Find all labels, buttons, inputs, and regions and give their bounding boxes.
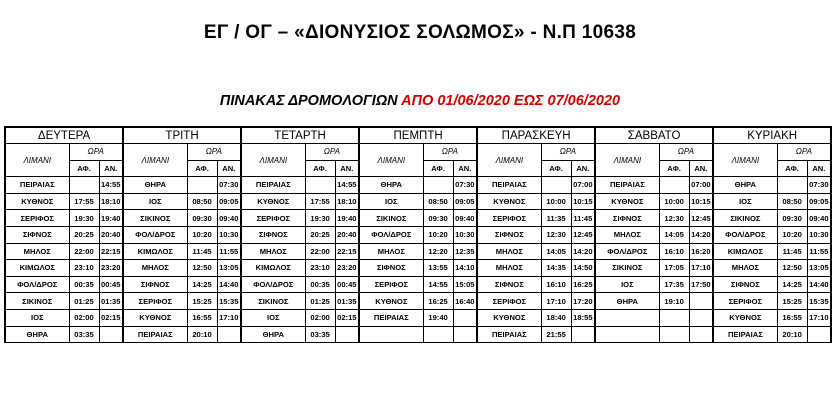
arrival-time-cell: 14:25 [187,276,217,293]
arrival-time-cell: 16:55 [777,309,807,326]
port-cell: ΚΙΜΩΛΟΣ [5,260,69,277]
arrival-time-cell: 02:00 [305,309,335,326]
arrival-time-cell: 17:55 [69,193,99,210]
arrival-column-header: ΑΦ. [305,160,335,177]
arrival-time-cell: 19:30 [305,210,335,227]
port-column-header: ΛΙΜΑΝΙ [241,144,305,177]
port-cell: ΜΗΛΟΣ [595,226,659,243]
departure-time-cell: 20:40 [99,226,123,243]
arrival-time-cell: 11:45 [777,243,807,260]
arrival-time-cell: 16:10 [659,243,689,260]
departure-time-cell: 19:40 [335,210,359,227]
departure-time-cell: 14:20 [571,243,595,260]
port-cell: ΦΟΛ/ΔΡΟΣ [5,276,69,293]
arrival-time-cell: 00:35 [69,276,99,293]
departure-time-cell: 23:20 [99,260,123,277]
day-header: ΠΕΜΠΤΗ [359,127,477,144]
arrival-time-cell: 16:25 [423,293,453,310]
arrival-time-cell: 12:50 [777,260,807,277]
port-cell: ΣΙΚΙΝΟΣ [5,293,69,310]
arrival-time-cell: 11:45 [187,243,217,260]
departure-time-cell: 02:15 [335,309,359,326]
departure-time-cell: 17:50 [689,276,713,293]
port-cell: ΣΙΚΙΝΟΣ [713,210,777,227]
port-cell: ΣΙΦΝΟΣ [595,210,659,227]
port-cell: ΚΥΘΝΟΣ [5,193,69,210]
port-cell: ΠΕΙΡΑΙΑΣ [713,326,777,343]
departure-time-cell: 13:05 [807,260,831,277]
day-header: ΤΡΙΤΗ [123,127,241,144]
arrival-time-cell: 15:25 [777,293,807,310]
arrival-time-cell: 14:05 [541,243,571,260]
port-cell: ΙΟΣ [595,276,659,293]
table-row [5,293,831,310]
document-title: ΕΓ / ΟΓ – «ΔΙΟΝΥΣΙΟΣ ΣΟΛΩΜΟΣ» - Ν.Π 10638 [203,22,637,43]
table-row [5,326,831,343]
arrival-time-cell: 12:20 [423,243,453,260]
port-cell: ΠΕΙΡΑΙΑΣ [477,326,541,343]
departure-time-cell: 02:15 [99,309,123,326]
arrival-time-cell: 14:25 [777,276,807,293]
port-cell: ΙΟΣ [241,309,305,326]
arrival-time-cell: 01:25 [305,293,335,310]
departure-time-cell: 18:55 [571,309,595,326]
departure-time-cell: 12:45 [689,210,713,227]
port-cell: ΘΗΡΑ [241,326,305,343]
departure-time-cell: 23:20 [335,260,359,277]
departure-time-cell: 07:30 [807,177,831,194]
time-column-header: ΩΡΑ [423,144,477,161]
departure-time-cell: 09:05 [807,193,831,210]
departure-time-cell: 01:35 [335,293,359,310]
departure-time-cell [335,326,359,343]
table-row [5,210,831,227]
day-header: ΠΑΡΑΣΚΕΥΗ [477,127,595,144]
arrival-time-cell: 10:20 [423,226,453,243]
time-column-header: ΩΡΑ [659,144,713,161]
arrival-time-cell [541,177,571,194]
arrival-time-cell: 17:05 [659,260,689,277]
port-cell: ΙΟΣ [123,193,187,210]
port-cell: ΣΕΡΙΦΟΣ [123,293,187,310]
schedule-subtitle [0,93,840,109]
arrival-column-header: ΑΦ. [423,160,453,177]
day-header: ΣΑΒΒΑΤΟ [595,127,713,144]
port-cell: ΣΙΚΙΝΟΣ [123,210,187,227]
day-header: ΤΕΤΑΡΤΗ [241,127,359,144]
departure-time-cell: 17:10 [217,309,241,326]
departure-time-cell: 10:30 [807,226,831,243]
port-cell: ΣΕΡΙΦΟΣ [5,210,69,227]
port-cell: ΠΕΙΡΑΙΑΣ [241,177,305,194]
day-header: ΔΕΥΤΕΡΑ [5,127,123,144]
departure-time-cell [217,326,241,343]
arrival-time-cell [69,177,99,194]
departure-time-cell: 10:30 [217,226,241,243]
port-cell: ΜΗΛΟΣ [241,243,305,260]
arrival-time-cell: 15:25 [187,293,217,310]
departure-time-cell: 17:10 [807,309,831,326]
port-cell: ΠΕΙΡΑΙΑΣ [595,177,659,194]
port-cell [595,309,659,326]
departure-time-cell: 18:10 [335,193,359,210]
port-cell: ΚΥΘΝΟΣ [359,293,423,310]
port-cell: ΦΟΛ/ΔΡΟΣ [713,226,777,243]
port-cell: ΣΕΡΙΦΟΣ [241,210,305,227]
port-cell: ΦΟΛ/ΔΡΟΣ [123,226,187,243]
arrival-time-cell: 20:10 [187,326,217,343]
arrival-time-cell: 12:50 [187,260,217,277]
departure-time-cell: 15:35 [807,293,831,310]
arrival-time-cell: 01:25 [69,293,99,310]
departure-time-cell: 07:00 [689,177,713,194]
arrival-time-cell: 20:25 [69,226,99,243]
arrival-time-cell: 23:10 [69,260,99,277]
arrival-column-header: ΑΦ. [777,160,807,177]
port-cell: ΣΙΦΝΟΣ [123,276,187,293]
departure-time-cell [689,326,713,343]
arrival-time-cell: 23:10 [305,260,335,277]
arrival-time-cell: 22:00 [305,243,335,260]
arrival-time-cell: 10:20 [777,226,807,243]
arrival-time-cell: 03:35 [69,326,99,343]
arrival-time-cell: 08:50 [187,193,217,210]
arrival-column-header: ΑΦ. [659,160,689,177]
port-cell: ΙΟΣ [5,309,69,326]
port-cell: ΣΙΦΝΟΣ [477,276,541,293]
departure-time-cell [689,293,713,310]
arrival-time-cell: 08:50 [423,193,453,210]
port-cell: ΘΗΡΑ [359,177,423,194]
departure-time-cell [453,326,477,343]
port-cell: ΣΙΦΝΟΣ [5,226,69,243]
port-cell: ΠΕΙΡΑΙΑΣ [123,326,187,343]
departure-time-cell: 18:10 [99,193,123,210]
departure-time-cell: 10:30 [453,226,477,243]
port-cell: ΜΗΛΟΣ [5,243,69,260]
arrival-time-cell: 19:10 [659,293,689,310]
time-column-header: ΩΡΑ [305,144,359,161]
arrival-time-cell: 09:30 [777,210,807,227]
departure-time-cell: 14:50 [571,260,595,277]
arrival-column-header: ΑΦ. [69,160,99,177]
port-cell: ΜΗΛΟΣ [123,260,187,277]
arrival-time-cell: 09:30 [187,210,217,227]
day-header: ΚΥΡΙΑΚΗ [713,127,831,144]
arrival-time-cell: 18:40 [541,309,571,326]
port-cell: ΚΥΘΝΟΣ [477,193,541,210]
arrival-time-cell: 10:00 [659,193,689,210]
departure-time-cell: 09:05 [453,193,477,210]
departure-time-cell [453,309,477,326]
arrival-time-cell [423,177,453,194]
departure-time-cell: 12:35 [453,243,477,260]
port-cell: ΚΥΘΝΟΣ [713,309,777,326]
port-cell: ΜΗΛΟΣ [713,260,777,277]
arrival-time-cell [423,326,453,343]
port-cell: ΦΟΛ/ΔΡΟΣ [241,276,305,293]
port-cell [595,326,659,343]
departure-time-cell: 10:15 [689,193,713,210]
arrival-time-cell [659,309,689,326]
port-cell: ΣΙΚΙΝΟΣ [359,210,423,227]
schedule-table [4,126,832,343]
port-cell: ΚΥΘΝΟΣ [595,193,659,210]
departure-column-header: ΑΝ. [807,160,831,177]
departure-column-header: ΑΝ. [217,160,241,177]
port-cell: ΣΕΡΙΦΟΣ [477,210,541,227]
arrival-time-cell: 12:30 [659,210,689,227]
departure-time-cell: 01:35 [99,293,123,310]
port-cell: ΘΗΡΑ [123,177,187,194]
arrival-time-cell: 11:35 [541,210,571,227]
arrival-time-cell: 02:00 [69,309,99,326]
table-row [5,193,831,210]
departure-time-cell: 22:15 [335,243,359,260]
port-cell: ΙΟΣ [713,193,777,210]
arrival-time-cell: 13:55 [423,260,453,277]
departure-time-cell [99,326,123,343]
time-column-header: ΩΡΑ [541,144,595,161]
port-cell: ΚΙΜΩΛΟΣ [123,243,187,260]
departure-column-header: ΑΝ. [453,160,477,177]
departure-time-cell: 09:40 [217,210,241,227]
departure-time-cell: 15:35 [217,293,241,310]
port-cell: ΙΟΣ [359,193,423,210]
departure-time-cell: 16:25 [571,276,595,293]
time-column-header: ΩΡΑ [777,144,831,161]
arrival-time-cell: 10:20 [187,226,217,243]
arrival-time-cell: 16:10 [541,276,571,293]
port-cell: ΘΗΡΑ [5,326,69,343]
arrival-time-cell: 16:55 [187,309,217,326]
port-cell: ΣΙΦΝΟΣ [241,226,305,243]
arrival-time-cell [305,177,335,194]
arrival-time-cell: 20:10 [777,326,807,343]
departure-time-cell: 00:45 [335,276,359,293]
port-cell: ΦΟΛ/ΔΡΟΣ [595,243,659,260]
arrival-time-cell: 19:30 [69,210,99,227]
arrival-column-header: ΑΦ. [541,160,571,177]
departure-time-cell [571,326,595,343]
arrival-time-cell: 00:35 [305,276,335,293]
arrival-time-cell: 09:30 [423,210,453,227]
departure-column-header: ΑΝ. [99,160,123,177]
arrival-time-cell: 08:50 [777,193,807,210]
departure-time-cell: 16:40 [453,293,477,310]
departure-time-cell: 14:40 [807,276,831,293]
arrival-time-cell: 19:40 [423,309,453,326]
departure-time-cell: 09:40 [807,210,831,227]
departure-time-cell: 14:40 [217,276,241,293]
departure-time-cell: 11:45 [571,210,595,227]
port-cell: ΜΗΛΟΣ [477,243,541,260]
port-cell: ΣΙΦΝΟΣ [359,260,423,277]
departure-time-cell [689,309,713,326]
arrival-time-cell [659,326,689,343]
port-cell: ΜΗΛΟΣ [359,243,423,260]
time-column-header: ΩΡΑ [69,144,123,161]
departure-time-cell: 14:55 [335,177,359,194]
departure-time-cell: 16:20 [689,243,713,260]
departure-time-cell: 11:55 [807,243,831,260]
departure-time-cell: 20:40 [335,226,359,243]
departure-time-cell: 14:10 [453,260,477,277]
departure-column-header: ΑΝ. [335,160,359,177]
port-cell: ΣΙΚΙΝΟΣ [241,293,305,310]
port-column-header: ΛΙΜΑΝΙ [713,144,777,177]
table-row [5,276,831,293]
table-row [5,243,831,260]
departure-time-cell: 13:05 [217,260,241,277]
arrival-time-cell: 14:05 [659,226,689,243]
port-cell: ΠΕΙΡΑΙΑΣ [5,177,69,194]
departure-time-cell: 22:15 [99,243,123,260]
port-cell: ΚΥΘΝΟΣ [477,309,541,326]
port-cell: ΘΗΡΑ [713,177,777,194]
arrival-time-cell: 14:35 [541,260,571,277]
arrival-time-cell: 17:10 [541,293,571,310]
table-row [5,177,831,194]
departure-time-cell: 07:00 [571,177,595,194]
departure-column-header: ΑΝ. [689,160,713,177]
time-column-header: ΩΡΑ [187,144,241,161]
departure-column-header: ΑΝ. [571,160,595,177]
table-row [5,309,831,326]
departure-time-cell: 12:45 [571,226,595,243]
column-label-row [5,144,831,161]
port-column-header: ΛΙΜΑΝΙ [359,144,423,177]
departure-time-cell: 09:05 [217,193,241,210]
date-range: ΑΠΟ 01/06/2020 ΕΩΣ 07/06/2020 [401,93,621,109]
departure-time-cell: 00:45 [99,276,123,293]
arrival-time-cell [659,177,689,194]
table-row [5,226,831,243]
port-cell: ΚΙΜΩΛΟΣ [241,260,305,277]
departure-time-cell: 11:55 [217,243,241,260]
port-cell: ΣΕΡΙΦΟΣ [713,293,777,310]
departure-time-cell: 10:15 [571,193,595,210]
arrival-time-cell: 12:30 [541,226,571,243]
port-column-header: ΛΙΜΑΝΙ [5,144,69,177]
arrival-time-cell [187,177,217,194]
arrival-time-cell: 10:00 [541,193,571,210]
port-cell [359,326,423,343]
arrival-time-cell [777,177,807,194]
departure-time-cell [807,326,831,343]
port-column-header: ΛΙΜΑΝΙ [595,144,659,177]
port-cell: ΜΗΛΟΣ [477,260,541,277]
arrival-time-cell: 17:35 [659,276,689,293]
departure-time-cell: 17:10 [689,260,713,277]
arrival-time-cell: 03:35 [305,326,335,343]
arrival-time-cell: 14:55 [423,276,453,293]
port-cell: ΚΥΘΝΟΣ [241,193,305,210]
port-cell: ΚΥΘΝΟΣ [123,309,187,326]
port-cell: ΣΙΦΝΟΣ [477,226,541,243]
departure-time-cell: 15:05 [453,276,477,293]
departure-time-cell: 19:40 [99,210,123,227]
port-cell: ΠΕΙΡΑΙΑΣ [359,309,423,326]
port-cell: ΣΕΡΙΦΟΣ [477,293,541,310]
departure-time-cell: 14:55 [99,177,123,194]
departure-time-cell: 07:30 [453,177,477,194]
arrival-column-header: ΑΦ. [187,160,217,177]
arrival-time-cell: 21:55 [541,326,571,343]
arrival-time-cell: 22:00 [69,243,99,260]
port-cell: ΣΕΡΙΦΟΣ [359,276,423,293]
departure-time-cell: 14:20 [689,226,713,243]
port-column-header: ΛΙΜΑΝΙ [123,144,187,177]
departure-time-cell: 09:40 [453,210,477,227]
subtitle-prefix: ΠΙΝΑΚΑΣ ΔΡΟΜΟΛΟΓΙΩΝ [219,93,398,109]
port-column-header: ΛΙΜΑΝΙ [477,144,541,177]
arrival-time-cell: 20:25 [305,226,335,243]
day-header-row [5,127,831,144]
port-cell: ΚΙΜΩΛΟΣ [713,243,777,260]
departure-time-cell: 07:30 [217,177,241,194]
port-cell: ΦΟΛ/ΔΡΟΣ [359,226,423,243]
table-row [5,260,831,277]
port-cell: ΘΗΡΑ [595,293,659,310]
arrival-time-cell: 17:55 [305,193,335,210]
port-cell: ΣΙΦΝΟΣ [713,276,777,293]
port-cell: ΠΕΙΡΑΙΑΣ [477,177,541,194]
port-cell: ΣΙΚΙΝΟΣ [595,260,659,277]
departure-time-cell: 17:20 [571,293,595,310]
